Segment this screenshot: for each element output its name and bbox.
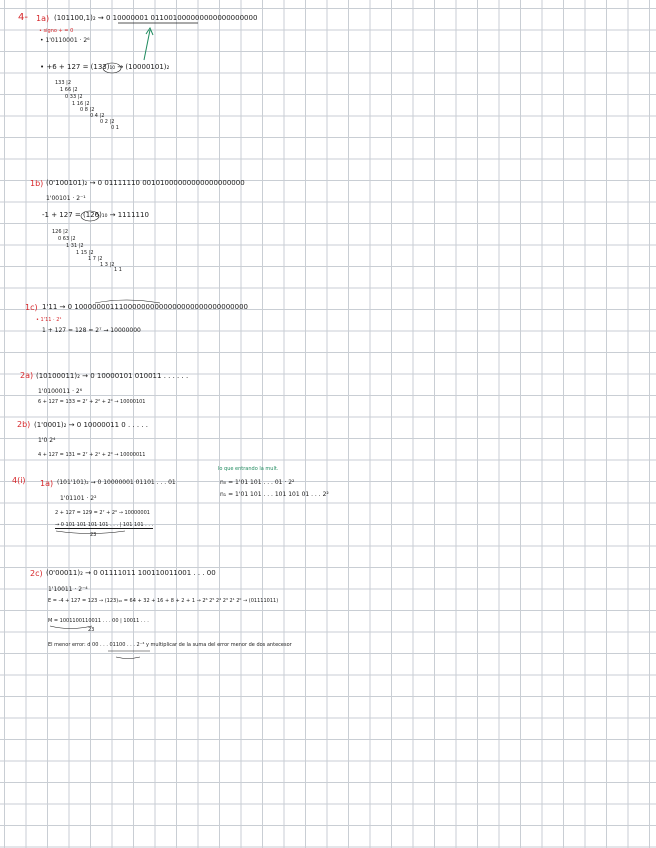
p1a-division: 0 8 |2 (80, 107, 95, 113)
problem-label-2c: 2c) (30, 569, 43, 578)
circle-mark (103, 63, 121, 73)
circle-mark (81, 211, 99, 221)
mantissa-bracket (56, 531, 125, 534)
p4a-line2: 1'01101 · 2² (60, 495, 97, 502)
p1a-division: 0 33 |2 (65, 94, 83, 100)
p2c-line5: 23 (88, 627, 95, 633)
p4a-line5: 23 (90, 532, 97, 538)
p2c-line6: El menor error: d 00 . . . 01100 . . . 2⁻⁴ y multiplicar de la suma del error menor de dos antecesor (48, 642, 292, 648)
mantissa-bracket (50, 626, 92, 629)
p1b-division: 1 1 (114, 267, 122, 273)
p1a-division: 133 |2 (55, 80, 71, 86)
p2a-line1: (10100011)₂ → 0 10000101 010011 . . . . . . (36, 372, 189, 380)
p1a-line4: • +6 + 127 = (133)₁₀ → (10000101)₂ (40, 63, 170, 71)
mantissa-bracket (95, 300, 160, 303)
p2a-line3: 6 + 127 = 133 = 2⁷ + 2² + 2⁰ → 10000101 (38, 399, 146, 405)
p1b-division: 126 |2 (52, 229, 68, 235)
p4a-note-line2: n₁ = 1'01 101 . . . 101 101 01 . . . 2² (220, 491, 329, 498)
p1a-line1: (101100,1)₂ ⇝ 0 10000001 011001000000000000000000 (54, 14, 258, 22)
p4a-note-line1: n₀ = 1'01 101 . . . 01 · 2² (220, 479, 295, 486)
p4a-line3: 2 + 127 = 129 = 2⁷ + 2⁰ → 10000001 (55, 510, 150, 516)
p1a-division: 0 4 |2 (90, 113, 105, 119)
p1c-line3: 1 + 127 = 128 = 2⁷ → 10000000 (42, 327, 141, 334)
green-arrow-icon (144, 30, 150, 60)
p1c-line1: 1'11 → 0 100000001110000000000000000000000000000 (42, 303, 248, 311)
p1a-division: 0 1 (111, 125, 119, 131)
p2c-line3: E = -4 + 127 = 123 → (123)₁₀ = 64 + 32 + 16 + 8 + 2 + 1 → 2⁶ 2⁵ 2⁴ 2³ 2¹ 2⁰ → (01111011) (48, 598, 279, 604)
p1a-division: 1 66 |2 (60, 87, 78, 93)
p4a-note-title: lo que entrando la mult. (218, 466, 279, 472)
p1a-line3: • 1'0110001 · 2⁶ (40, 37, 90, 44)
p1a-division: 1 16 |2 (72, 101, 90, 107)
p1b-division: 1 3 |2 (100, 262, 115, 268)
problem-label-1b: 1b) (30, 179, 44, 188)
problem-label-2b: 2b) (17, 420, 31, 429)
p2a-line2: 1'0100011 · 2⁶ (38, 388, 83, 395)
p1a-line2: • signo + = 0 (39, 28, 74, 34)
p4a-line4: → 0 101 101 101 101 . . . | 101 101 . . . (55, 522, 154, 528)
p1b-line1: (0'100101)₂ → 0 01111110 00101000000000000000000 (46, 179, 245, 187)
p1b-division: 1 7 |2 (88, 256, 103, 262)
problem-label-4i-1a: 1a) (40, 479, 54, 488)
p1b-division: 0 63 |2 (58, 236, 76, 242)
exercise-number-4i: 4(i) (12, 476, 26, 485)
problem-label-1a: 1a) (36, 14, 50, 23)
p1b-division: 1 31 |2 (66, 243, 84, 249)
p2c-line1: (0'00011)₂ → 0 01111011 100110011001 . . . 00 (46, 569, 216, 577)
p2c-line4: M = 1001100110011 . . . 00 | 10011 . . . (48, 618, 149, 624)
p1b-line3: -1 + 127 = (126)₁₀ → 1111110 (42, 211, 149, 219)
p2b-line1: (1'0001)₂ → 0 10000011 0 . . . . . (34, 421, 149, 429)
problem-label-1c: 1c) (25, 303, 38, 312)
mantissa-bracket (116, 657, 140, 659)
p1a-division: 0 2 |2 (100, 119, 115, 125)
p1b-division: 1 15 |2 (76, 250, 94, 256)
problem-label-2a: 2a) (20, 371, 34, 380)
p2c-line2: 1'10011 · 2⁻⁴ (48, 586, 88, 593)
p1c-line2: • 1'11 · 2¹ (36, 317, 62, 323)
exercise-number: 4- (18, 12, 28, 23)
p2b-line3: 4 + 127 = 131 = 2⁷ + 2¹ + 2⁰ → 10000011 (38, 452, 146, 458)
p1b-line2: 1'00101 · 2⁻¹ (46, 195, 86, 202)
p2b-line2: 1'0 2⁴ (38, 437, 56, 444)
p4a-line1: (101'101)₂ → 0 10000001 01101 . . . 01 (57, 479, 176, 486)
